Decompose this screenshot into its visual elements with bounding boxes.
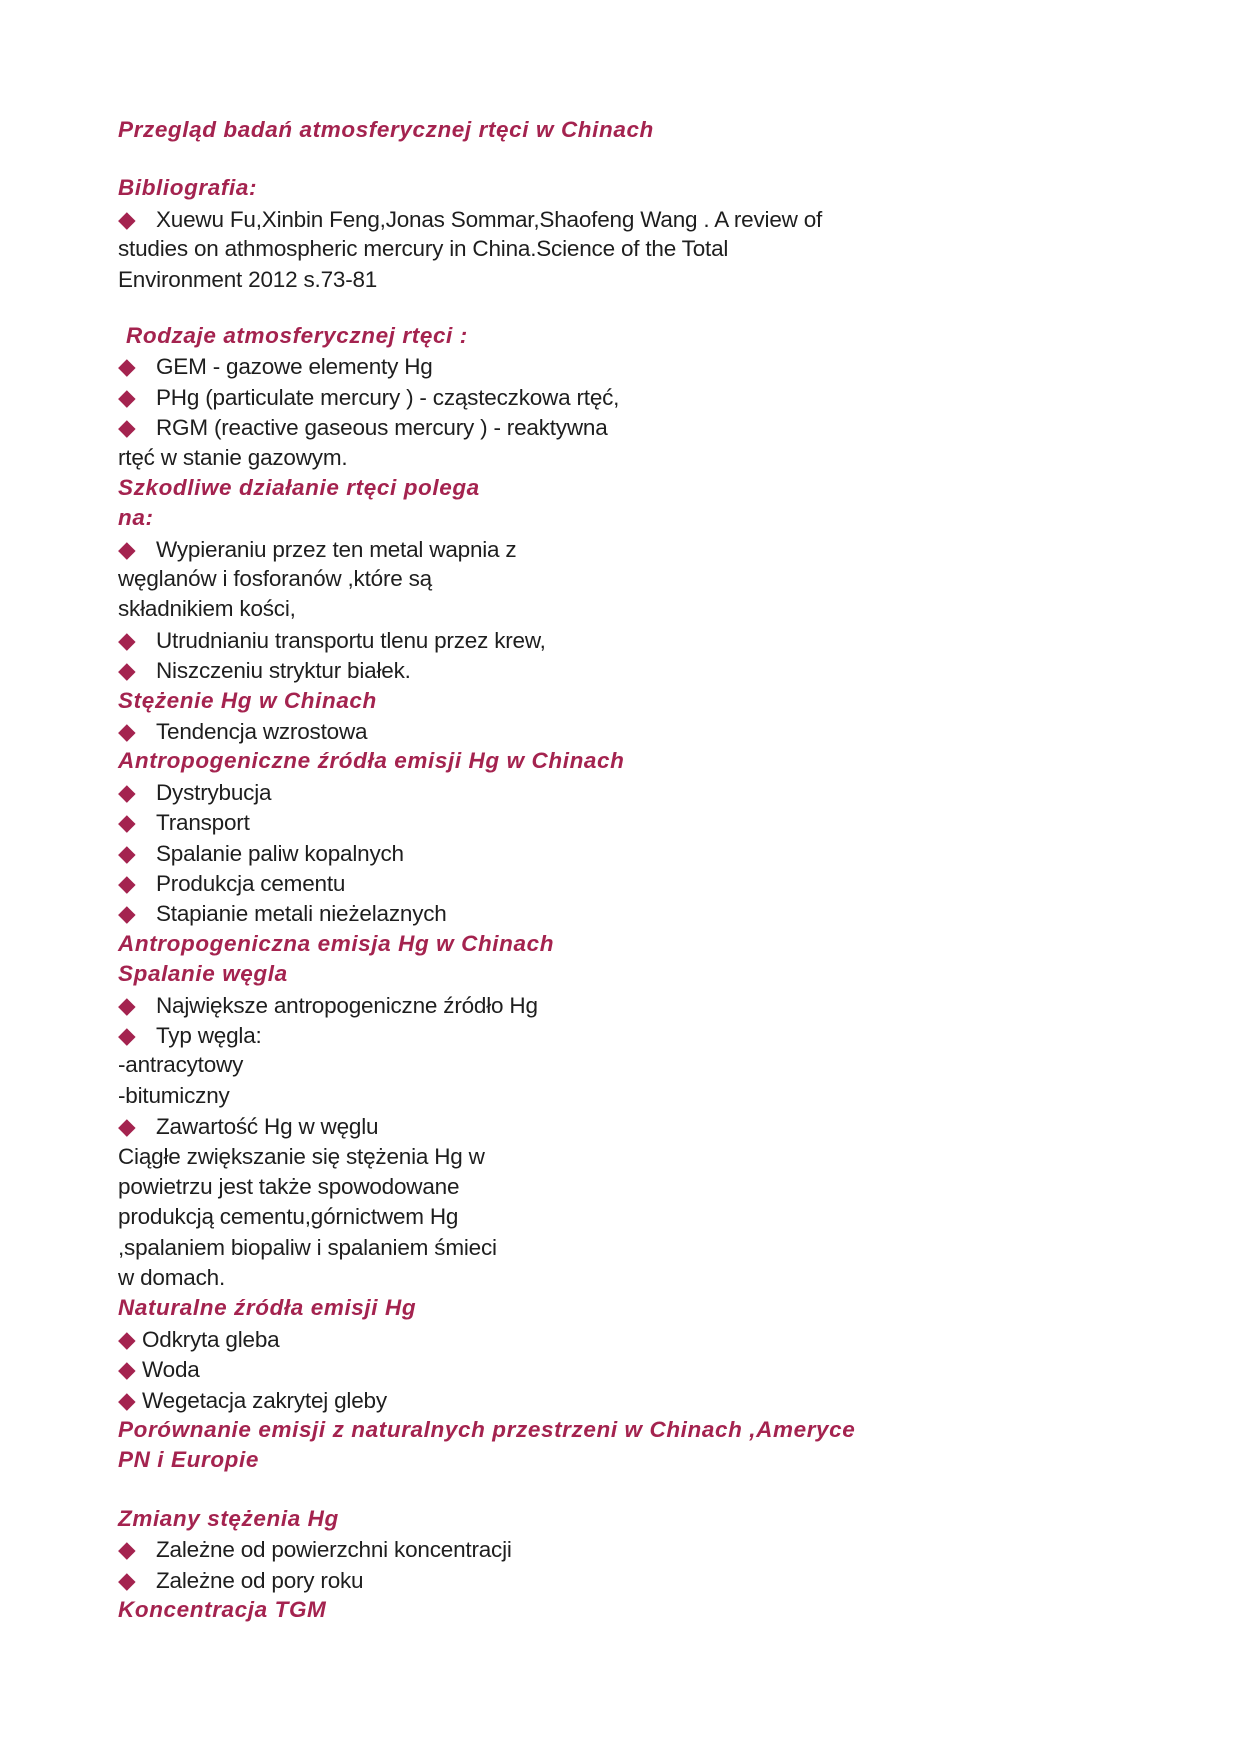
paragraph-line: ,spalaniem biopaliw i spalaniem śmieci <box>118 1234 497 1260</box>
list-item-text: Stapianie metali nieżelaznych <box>156 901 447 927</box>
diamond-bullet-icon: ◆ <box>118 353 136 380</box>
diamond-bullet-icon: ◆ <box>118 414 136 441</box>
diamond-bullet-icon: ◆ <box>118 657 136 684</box>
comparison-heading: Porównanie emisji z naturalnych przestrzeni w Chinach ,Ameryce <box>118 1417 856 1443</box>
diamond-bullet-icon: ◆ <box>118 778 136 805</box>
list-item-text: Produkcja cementu <box>156 870 346 896</box>
paragraph-line: Ciągłe zwiększanie się stężenia Hg w <box>118 1143 485 1169</box>
list-item-text: Wypieraniu przez ten metal wapnia z <box>156 536 517 562</box>
list-item <box>118 1324 1118 1354</box>
list-item-text: Odkryta gleba <box>142 1326 280 1352</box>
diamond-bullet-icon: ◆ <box>118 718 136 745</box>
list-item <box>118 1111 1118 1141</box>
list-item <box>118 412 1118 442</box>
list-item <box>118 990 1118 1020</box>
list-item <box>118 655 1118 685</box>
coal-combustion-heading: Spalanie węgla <box>118 961 288 987</box>
bibliography-line <box>118 204 1118 234</box>
list-item-continuation: węglanów i fosforanów ,które są <box>118 566 432 592</box>
diamond-bullet-icon: ◆ <box>118 1325 136 1352</box>
list-item <box>118 1565 1118 1595</box>
list-item-text: PHg (particulate mercury ) - cząsteczkowa rtęć, <box>156 384 620 410</box>
diamond-bullet-icon: ◆ <box>118 1566 136 1593</box>
diamond-bullet-icon: ◆ <box>118 626 136 653</box>
list-item-text: Spalanie paliw kopalnych <box>156 840 404 866</box>
concentration-changes-heading: Zmiany stężenia Hg <box>118 1505 339 1531</box>
paragraph-line: powietrzu jest także spowodowane <box>118 1173 460 1199</box>
diamond-bullet-icon: ◆ <box>118 205 136 232</box>
diamond-bullet-icon: ◆ <box>118 535 136 562</box>
paragraph-line: produkcją cementu,górnictwem Hg <box>118 1204 459 1230</box>
bibliography-text: Xuewu Fu,Xinbin Feng,Jonas Sommar,Shaofeng Wang . A review of <box>156 206 823 232</box>
list-item-text: Wegetacja zakrytej gleby <box>142 1387 387 1413</box>
list-item-continuation: składnikiem kości, <box>118 596 296 622</box>
list-item-text: Zawartość Hg w węglu <box>156 1114 379 1140</box>
list-item <box>118 898 1118 928</box>
list-item-text: Transport <box>156 810 250 836</box>
list-item <box>118 1354 1118 1384</box>
bibliography-line: studies on athmospheric mercury in China.Science of the Total <box>118 236 729 262</box>
list-item <box>118 807 1118 837</box>
list-item <box>118 868 1118 898</box>
document-content <box>118 115 1118 1625</box>
concentration-heading: Stężenie Hg w Chinach <box>118 687 377 713</box>
list-item-text: Tendencja wzrostowa <box>156 719 368 745</box>
diamond-bullet-icon: ◆ <box>118 900 136 927</box>
anthropogenic-emission-heading: Antropogeniczna emisja Hg w Chinach <box>118 930 555 956</box>
list-item-continuation: rtęć w stanie gazowym. <box>118 444 348 470</box>
sub-item: -antracytowy <box>118 1052 244 1078</box>
document-title: Przegląd badań atmosferycznej rtęci w Chinach <box>118 117 654 142</box>
bibliography-heading: Bibliografia: <box>118 175 258 201</box>
diamond-bullet-icon: ◆ <box>118 839 136 866</box>
list-item <box>118 625 1118 655</box>
diamond-bullet-icon: ◆ <box>118 1536 136 1563</box>
diamond-bullet-icon: ◆ <box>118 1356 136 1383</box>
list-item-text: Typ węgla: <box>156 1022 262 1048</box>
diamond-bullet-icon: ◆ <box>118 1113 136 1140</box>
list-item-text: Utrudnianiu transportu tlenu przez krew, <box>156 627 546 653</box>
list-item-text: Zależne od powierzchni koncentracji <box>156 1537 512 1563</box>
list-item <box>118 1020 1118 1050</box>
anthropogenic-sources-heading: Antropogeniczne źródła emisji Hg w Chinach <box>118 748 625 774</box>
diamond-bullet-icon: ◆ <box>118 809 136 836</box>
diamond-bullet-icon: ◆ <box>118 991 136 1018</box>
diamond-bullet-icon: ◆ <box>118 1021 136 1048</box>
list-item-text: Niszczeniu stryktur białek. <box>156 658 411 684</box>
list-item-text: GEM - gazowe elementy Hg <box>156 354 433 380</box>
diamond-bullet-icon: ◆ <box>118 383 136 410</box>
list-item-text: Największe antropogeniczne źródło Hg <box>156 992 538 1018</box>
list-item <box>118 1534 1118 1564</box>
list-item-text: Dystrybucja <box>156 779 272 805</box>
harm-heading-continuation: na: <box>118 505 154 531</box>
list-item <box>118 777 1118 807</box>
tgm-concentration-heading: Koncentracja TGM <box>118 1596 327 1622</box>
list-item <box>118 351 1118 381</box>
bibliography-line: Environment 2012 s.73-81 <box>118 266 378 292</box>
sub-item: -bitumiczny <box>118 1082 230 1108</box>
list-item <box>118 716 1118 746</box>
list-item-text: Zależne od pory roku <box>156 1567 364 1593</box>
diamond-bullet-icon: ◆ <box>118 869 136 896</box>
comparison-heading-continuation: PN i Europie <box>118 1447 259 1473</box>
list-item-text: RGM (reactive gaseous mercury ) - reaktywna <box>156 415 608 441</box>
harm-heading: Szkodliwe działanie rtęci polega <box>118 474 480 500</box>
natural-sources-heading: Naturalne źródła emisji Hg <box>118 1295 417 1321</box>
mercury-types-heading: Rodzaje atmosferycznej rtęci : <box>126 322 468 348</box>
list-item <box>118 1385 1118 1415</box>
list-item <box>118 382 1118 412</box>
list-item <box>118 838 1118 868</box>
list-item <box>118 534 1118 564</box>
diamond-bullet-icon: ◆ <box>118 1386 136 1413</box>
list-item-text: Woda <box>142 1357 200 1383</box>
paragraph-line: w domach. <box>118 1265 225 1291</box>
